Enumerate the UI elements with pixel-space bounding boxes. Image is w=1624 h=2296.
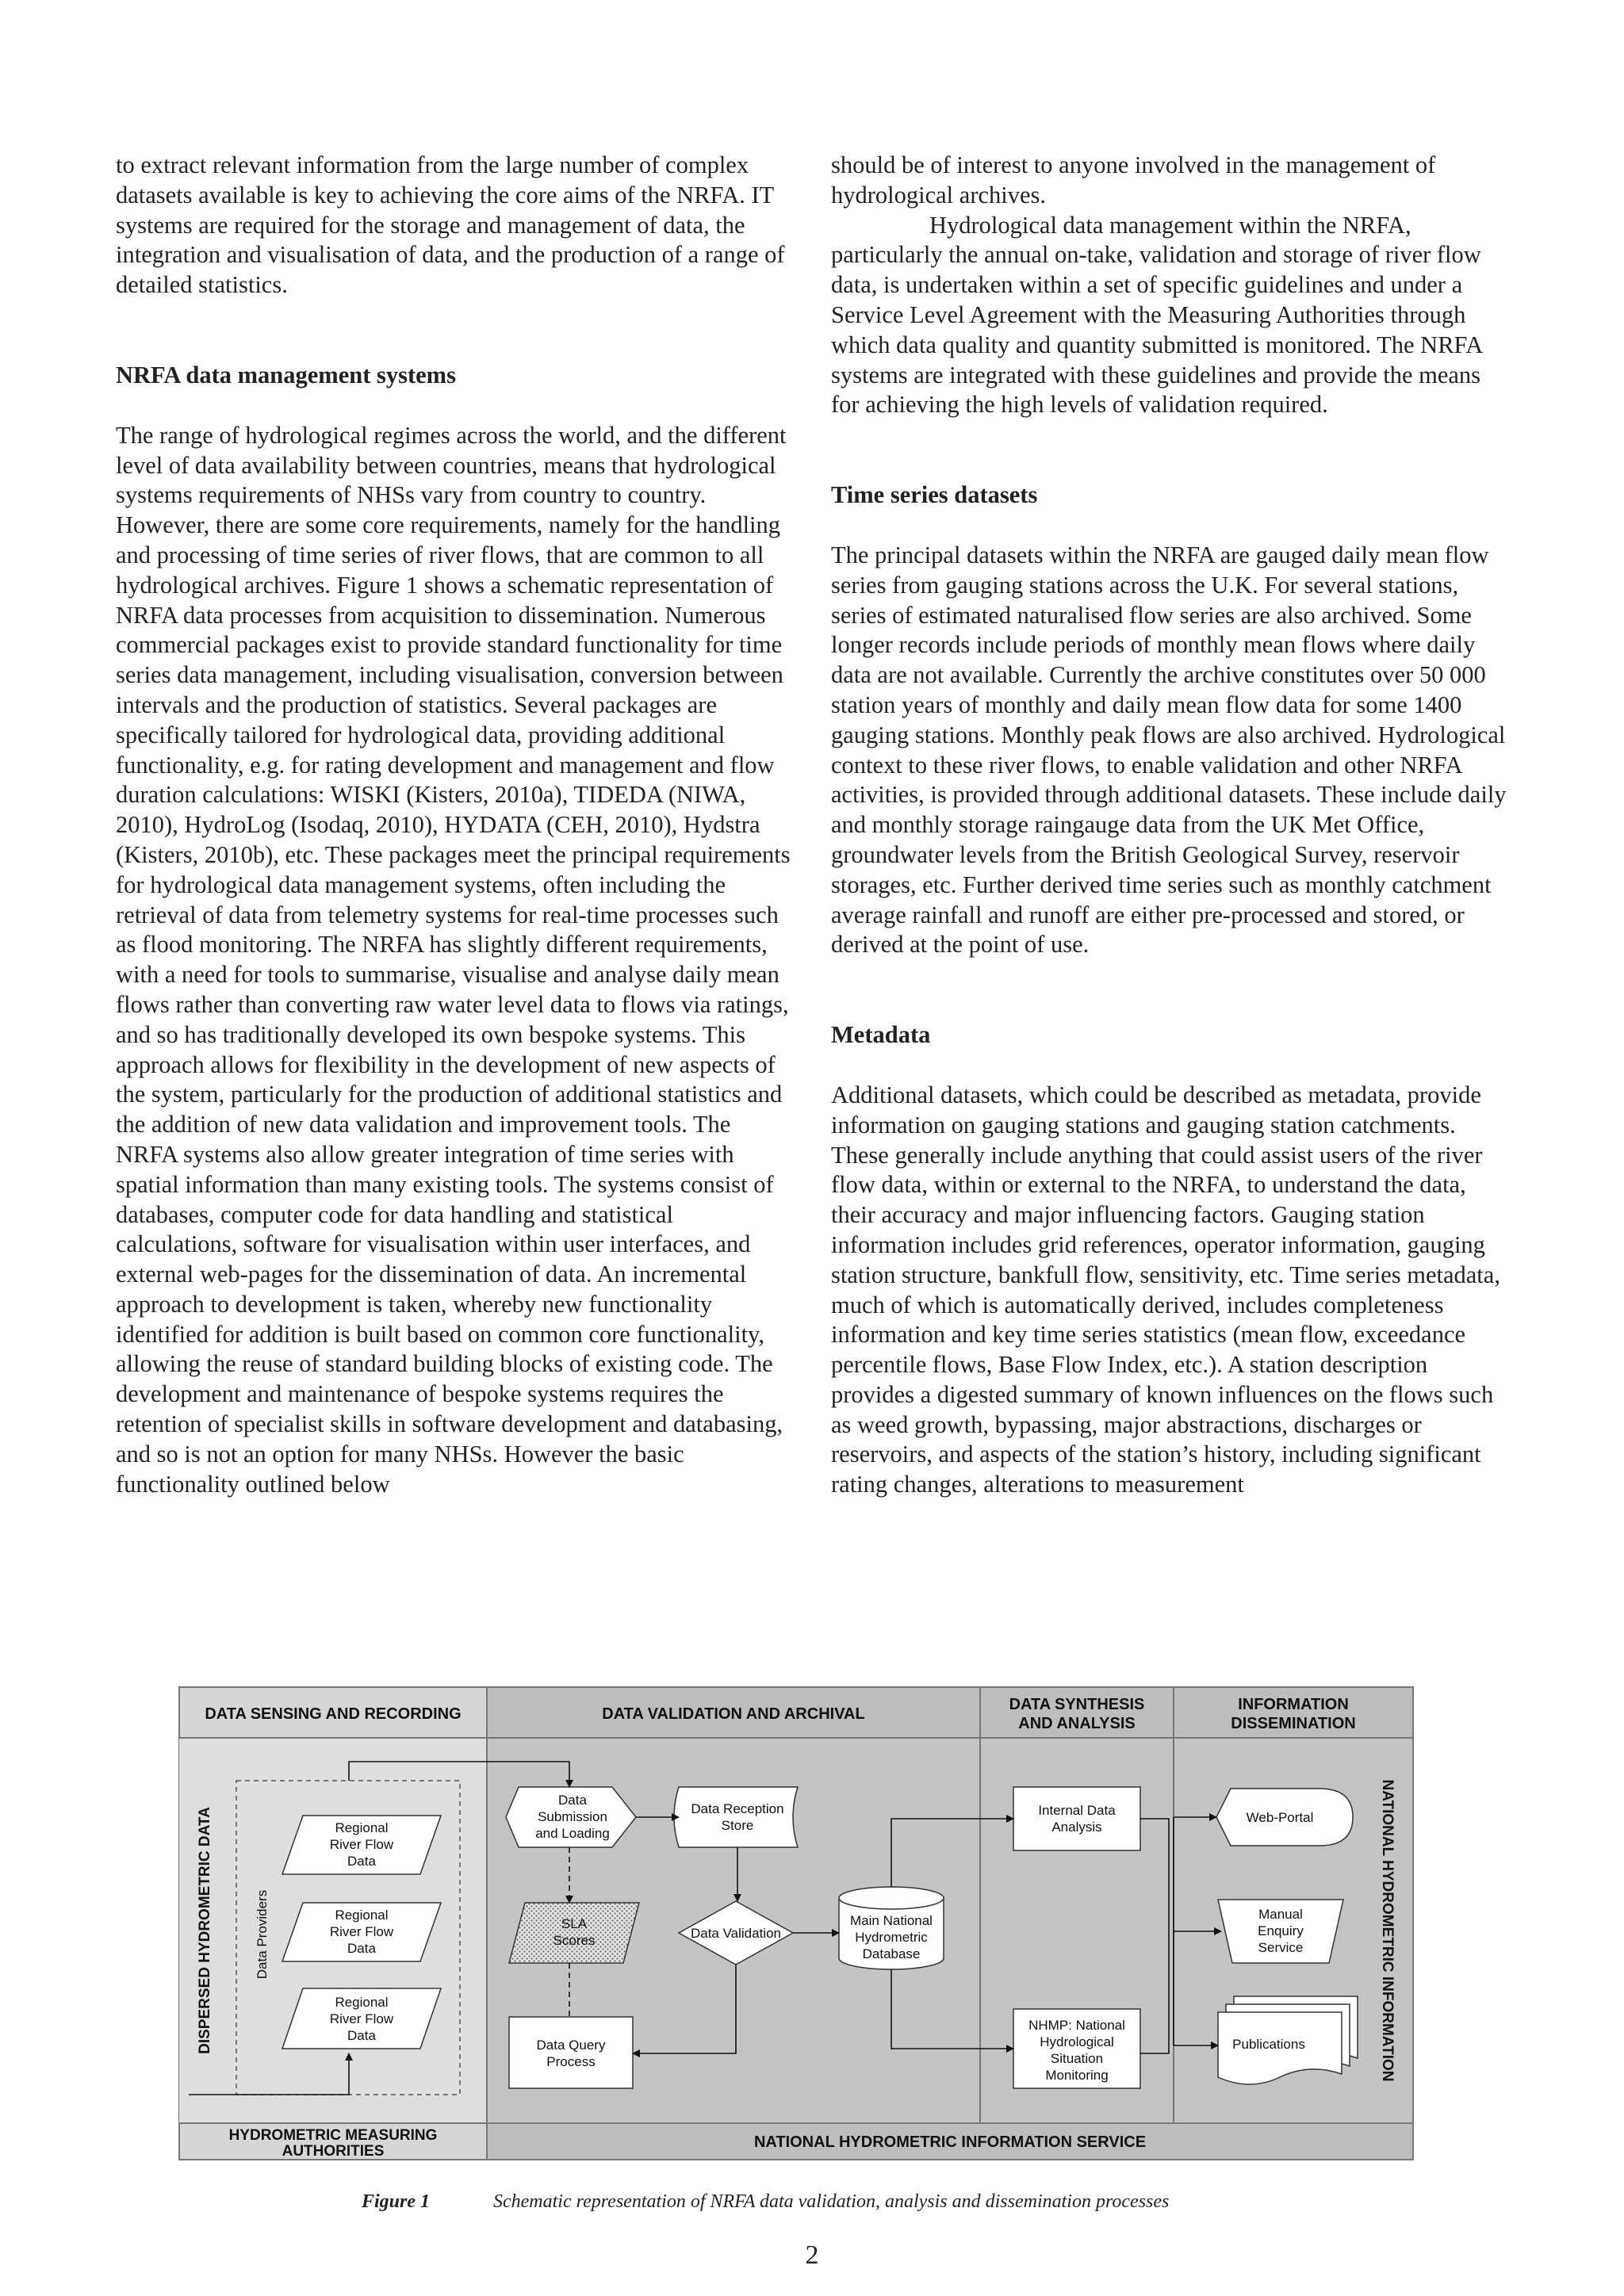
right-paragraph-2: Hydrological data management within the NRFA, particularly the annual on-take, validation and storage of river flow data, is undertaken within a set of specific guidelines and under a Service Level Agreement with the Measuring Authorities through which data quality and quantity submitted is monitored. The NRFA systems are integrated with these guidelines and provide the means for achieving the high levels of validation required. xyxy=(831,211,1482,419)
svg-text:Data: Data xyxy=(558,1793,587,1808)
section-heading-data-management: NRFA data management systems xyxy=(116,361,456,388)
figure-caption xyxy=(362,2191,1392,2213)
main-database-node xyxy=(839,1887,944,1969)
footer-hma-1: HYDROMETRIC MEASURING xyxy=(228,2127,438,2144)
svg-text:Regional: Regional xyxy=(335,1908,389,1923)
svg-text:Data Query: Data Query xyxy=(536,2038,606,2053)
manual-enquiry-node xyxy=(1218,1900,1343,1963)
svg-text:Hydrometric: Hydrometric xyxy=(855,1930,928,1945)
sla-scores-node xyxy=(509,1903,639,1963)
right-paragraph-3: The principal datasets within the NRFA are gauged daily mean flow series from gauging stations across the U.K. For several stations, series of estimated naturalised flow series are also archived. Some longer records include periods of monthly mean flows where daily data are not available. Currently the archive constitutes over 50 000 station years of monthly and daily mean flow data for some 1400 gauging stations. Monthly peak flows are also archived. Hydrological context to these river flows, to enable validation and other NRFA activities, is provided through additional datasets. These include daily and monthly storage raingauge data from the UK Met Office, groundwater levels from the British Geological Survey, reservoir storages, etc. Further derived time series such as monthly catchment average rainfall and runoff are either pre-processed and stored, or derived at the point of use. xyxy=(831,541,1507,959)
svg-text:Internal Data: Internal Data xyxy=(1038,1803,1116,1818)
svg-text:Database: Database xyxy=(862,1946,921,1961)
section-heading-metadata: Metadata xyxy=(831,1021,931,1049)
footer-nhis: NATIONAL HYDROMETRIC INFORMATION SERVICE xyxy=(753,2133,1147,2151)
side-label-right: NATIONAL HYDROMETRIC INFORMATION xyxy=(1379,1779,1396,2082)
data-reception-node xyxy=(674,1787,798,1847)
svg-text:Data: Data xyxy=(347,2028,376,2043)
web-portal-node xyxy=(1216,1789,1353,1846)
svg-text:Store: Store xyxy=(721,1818,754,1833)
svg-text:Data Reception: Data Reception xyxy=(691,1801,784,1816)
header-synthesis-1: DATA SYNTHESIS xyxy=(1009,1696,1145,1713)
svg-text:Analysis: Analysis xyxy=(1051,1820,1102,1835)
header-info-1: INFORMATION xyxy=(1238,1696,1349,1713)
svg-text:Data: Data xyxy=(347,1854,376,1869)
svg-text:Service: Service xyxy=(1258,1940,1304,1955)
svg-text:and Loading: and Loading xyxy=(535,1826,610,1841)
svg-text:Hydrological: Hydrological xyxy=(1040,2034,1114,2049)
header-sensing: DATA SENSING AND RECORDING xyxy=(205,1705,462,1723)
svg-text:Data: Data xyxy=(347,1941,376,1956)
svg-text:Web-Portal: Web-Portal xyxy=(1246,1810,1314,1825)
svg-text:Regional: Regional xyxy=(335,1820,389,1835)
header-validation: DATA VALIDATION AND ARCHIVAL xyxy=(602,1705,865,1723)
regional-data-1 xyxy=(282,1816,441,1874)
svg-text:Enquiry: Enquiry xyxy=(1258,1923,1304,1938)
internal-analysis-node xyxy=(1013,1787,1140,1850)
publications-node xyxy=(1218,1996,1358,2084)
right-paragraph-4: Additional datasets, which could be described as metadata, provide information on gauging stations and gauging station catchments. These generally include anything that could assist users of the river flow data, within or external to the NRFA, to understand the data, their accuracy and major influencing factors. Gauging station information includes grid references, operator information, gauging station structure, bankfull flow, sensitivity, etc. Time series metadata, much of which is automatically derived, includes completeness information and key time series statistics (mean flow, exceedance percentile flows, Base Flow Index, etc.). A station description provides a digested summary of known influences on the flows such as weed growth, bypassing, major abstractions, discharges or reservoirs, and aspects of the station’s history, including significant rating changes, alterations to measurement xyxy=(831,1081,1500,1498)
data-submission-node xyxy=(506,1787,636,1847)
svg-text:Monitoring: Monitoring xyxy=(1045,2068,1109,2083)
svg-text:Submission: Submission xyxy=(538,1809,607,1824)
figure-caption-text: Schematic representation of NRFA data validation, analysis and dissemination processes xyxy=(493,2191,1170,2212)
data-providers-label: Data Providers xyxy=(255,1889,270,1980)
right-paragraph-1: should be of interest to anyone involved in the management of hydrological archives. xyxy=(831,151,1436,209)
regional-data-3 xyxy=(282,1988,441,2049)
svg-text:Regional: Regional xyxy=(335,1995,389,2010)
svg-text:Data Validation: Data Validation xyxy=(690,1926,782,1941)
left-paragraph-2: The range of hydrological regimes across the world, and the different level of data availability between countries, means that hydrological systems requirements of NHSs vary from country to country. However, there are some core requirements, namely for the handling and processing of time series of river flows, that are common to all hydrological archives. Figure 1 shows a schematic representation of NRFA data processes from acquisition to dissemination. Numerous commercial packages exist to provide standard functionality for time series data management, including visualisation, conversion between intervals and the production of statistics. Several packages are specifically tailored for hydrological data, providing additional functionality, e.g. for rating development and management and flow duration calculations: WISKI (Kisters, 2010a), TIDEDA (NIWA, 2010), HydroLog (Isodaq, 2010), HYDATA (CEH, 2010), Hydstra (Kisters, 2010b), etc. These packages meet the principal requirements for hydrological data management systems, often including the retrieval of data from telemetry systems for real-time processes such as flood monitoring. The NRFA has slightly different requirements, with a need for tools to summarise, visualise and analyse daily mean flows rather than converting raw water level data to flows via ratings, and so has traditionally developed its own bespoke systems. This approach allows for flexibility in the development of new aspects of the system, particularly for the production of additional statistics and the addition of new data validation and improvement tools. The NRFA systems also allow greater integration of time series with spatial information than many existing tools. The systems consist of databases, computer code for data handling and statistical calculations, software for visualisation within user interfaces, and external web-pages for the dissemination of data. An incremental approach to development is taken, whereby new functionality identified for addition is built based on common core functionality, allowing the reuse of standard building blocks of existing code. The development and maintenance of bespoke systems requires the retention of specialist skills in software development and databasing, and so is not an option for many NHSs. However the basic functionality outlined below xyxy=(116,421,791,1498)
svg-text:NHMP: National: NHMP: National xyxy=(1028,2018,1125,2033)
svg-text:Process: Process xyxy=(546,2054,596,2069)
svg-text:Publications: Publications xyxy=(1232,2037,1305,2052)
svg-text:Manual: Manual xyxy=(1258,1907,1303,1922)
data-query-node xyxy=(509,2017,633,2088)
header-synthesis-2: AND ANALYSIS xyxy=(1018,1715,1136,1732)
svg-text:River Flow: River Flow xyxy=(329,1837,394,1852)
svg-text:SLA: SLA xyxy=(561,1916,588,1931)
section-heading-time-series: Time series datasets xyxy=(831,481,1038,509)
svg-text:Scores: Scores xyxy=(553,1933,596,1948)
page-number: 2 xyxy=(805,2241,819,2270)
svg-text:River Flow: River Flow xyxy=(329,2011,394,2026)
figure-caption-label: Figure 1 xyxy=(362,2191,431,2212)
header-info-2: DISSEMINATION xyxy=(1231,1715,1356,1732)
left-paragraph-1: to extract relevant information from the large number of complex datasets available is key to achieving the core aims of the NRFA. IT systems are required for the storage and management of data, the integration and visualisation of data, and the production of a range of detailed statistics. xyxy=(116,151,785,299)
footer-hma-2: AUTHORITIES xyxy=(282,2143,385,2160)
svg-text:River Flow: River Flow xyxy=(329,1924,394,1939)
nhmp-node xyxy=(1013,2009,1140,2088)
svg-text:Situation: Situation xyxy=(1050,2051,1104,2066)
regional-data-2 xyxy=(282,1903,441,1961)
svg-text:Main National: Main National xyxy=(850,1913,933,1928)
side-label-left: DISPERSED HYDROMETRIC DATA xyxy=(197,1807,213,2054)
